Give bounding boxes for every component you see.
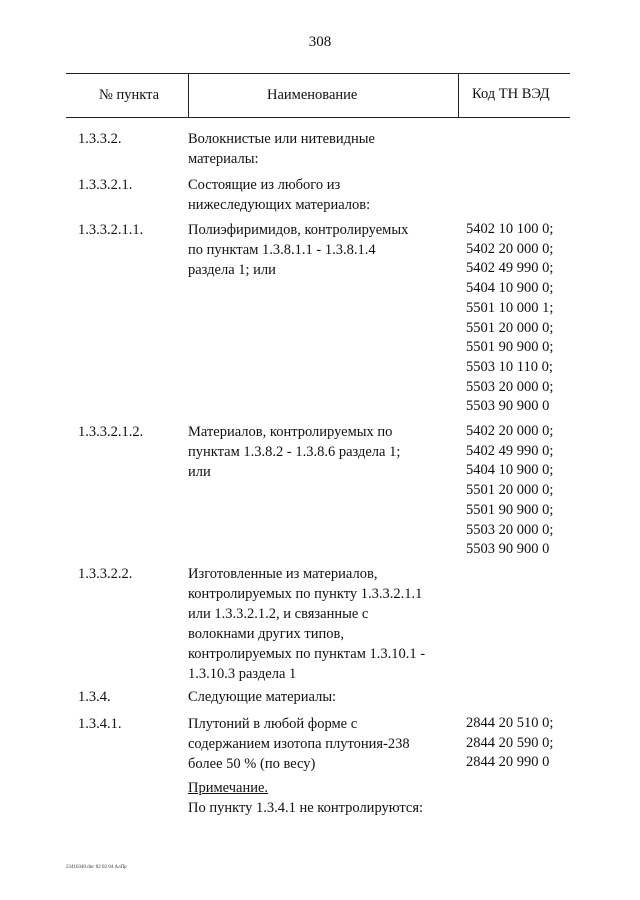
code-entry: 5503 90 900 0 [466,398,550,415]
code-entry: 2844 20 990 0 [466,754,550,771]
row-name: Следующие материалы: [188,689,337,705]
code-entry: 5402 20 000 0; [466,423,554,439]
row-number: 1.3.3.2.1. [78,177,133,193]
row-name: Состоящие из любого из нижеследующих материалов: [188,177,371,213]
row-number: 1.3.3.2.2. [78,566,133,582]
page-number: 308 [308,34,332,50]
header-top-rule [66,73,570,74]
header-name-label: Наименование [267,87,358,103]
code-entry: 5503 90 900 0 [466,541,550,558]
code-entry: 5501 20 000 0; [466,319,554,336]
row-codes [466,220,553,417]
code-entry: 5402 20 000 0; [466,240,554,257]
header-divider-left [188,73,189,118]
code-entry: 2844 20 510 0; [466,715,554,731]
code-entry: 5404 10 900 0; [466,280,554,297]
code-entry: 5402 49 990 0; [466,442,554,459]
row-number: 1.3.4. [78,689,111,705]
row-number: 1.3.3.2. [78,131,122,147]
header-code-label: Код ТН ВЭД [472,86,550,102]
row-name: Волокнистые или нитевидные материалы: [188,131,375,167]
code-entry: 5501 10 000 1; [466,299,554,316]
header-number-label: № пункта [99,87,160,103]
code-entry: 2844 20 590 0; [466,734,554,751]
code-entry: 5402 49 990 0; [466,260,554,277]
row-number: 1.3.3.2.1.2. [78,424,144,440]
code-entry: 5503 20 000 0; [466,521,554,538]
code-entry: 5501 20 000 0; [466,482,554,499]
code-entry: 5402 10 100 0; [466,221,554,237]
row-number: 1.3.3.2.1.1. [78,222,144,238]
row-codes [466,714,553,773]
code-entry: 5503 10 110 0; [466,358,553,375]
header-divider-right [458,73,459,118]
code-entry: 5501 90 900 0; [466,501,554,518]
row-codes [466,422,553,560]
note-text: По пункту 1.3.4.1 не контролируются: [188,800,424,816]
document-footer: 23410340.doc 02 02 04 АлПр [66,865,127,870]
header-bottom-rule [66,117,570,118]
row-name: Плутоний в любой форме с содержанием изотопа плутония-238 более 50 % (по весу) [188,716,410,772]
row-name: Изготовленные из материалов, контролируемых по пункту 1.3.3.2.1.1 или 1.3.3.2.1.2, и связанные с волокнами других типов, контролируемых по пунктам 1.3.10.1 - 1.3.10.3 раздела 1 [188,566,426,682]
row-name: Материалов, контролируемых по пунктам 1.3.8.2 - 1.3.8.6 раздела 1; или [188,424,401,480]
code-entry: 5501 90 900 0; [466,339,554,356]
code-entry: 5404 10 900 0; [466,462,554,479]
code-entry: 5503 20 000 0; [466,378,554,395]
row-name: Полиэфиримидов, контролируемых по пунктам 1.3.8.1.1 - 1.3.8.1.4 раздела 1; или [188,222,409,278]
note-title: Примечание. [188,780,269,796]
row-number: 1.3.4.1. [78,716,122,732]
